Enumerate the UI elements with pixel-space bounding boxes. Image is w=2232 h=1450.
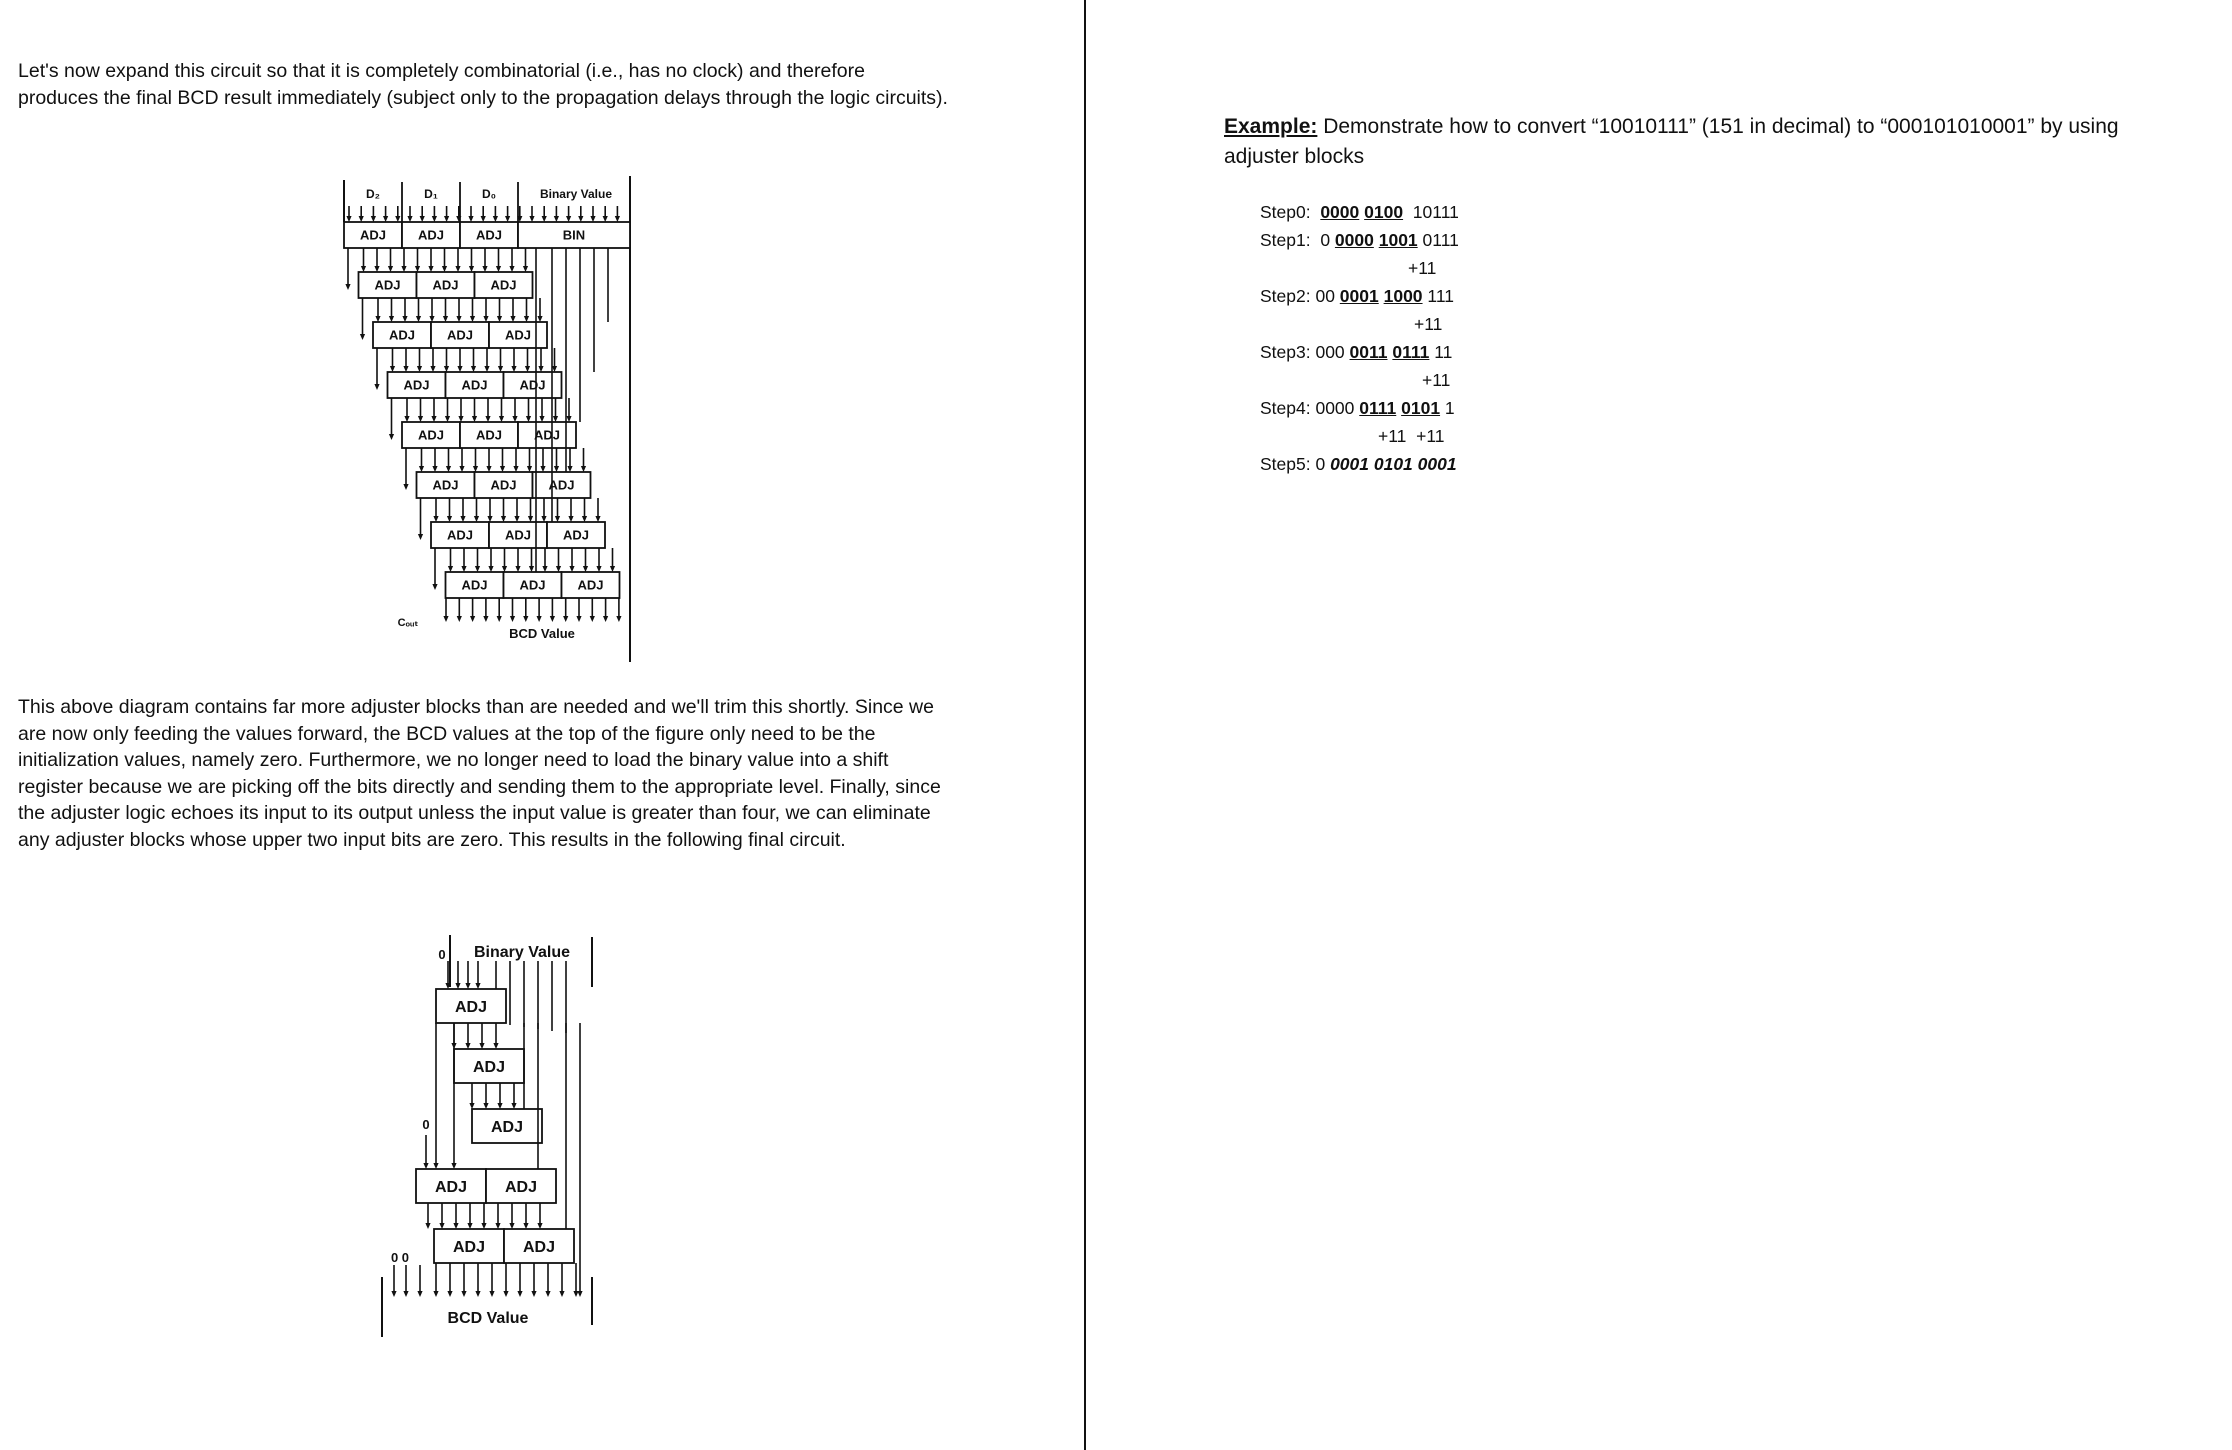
adj-row7-input-arrow-6-head [514, 516, 519, 522]
carry-out-arrow-row7-head [418, 534, 423, 540]
bcd2-output-arrow-2-head [461, 1291, 466, 1297]
conversion-steps [1260, 198, 1459, 478]
step-1-add: +11 [1408, 258, 1437, 278]
adj2-row3-arrow-2-head [497, 1103, 502, 1109]
bypass-arrow-1-head [451, 1163, 456, 1169]
double-zero-label: 0 0 [390, 1250, 410, 1265]
adj2-box-1-label: ADJ [454, 998, 488, 1016]
bypass-arrow-0-head [433, 1163, 438, 1169]
adj-row7-input-arrow-5-head [501, 516, 506, 522]
bcd2-output-arrow-0-head [433, 1291, 438, 1297]
bcd2-output-arrow-3-head [475, 1291, 480, 1297]
header-label-1: D₁ [424, 187, 438, 201]
carry-out-arrow-row6-head [403, 484, 408, 490]
step-2-add: +11 [1414, 314, 1443, 334]
cout-label: Cₒᵤₜ [397, 617, 419, 629]
adj-row4-box-0-label: ADJ [403, 377, 430, 393]
header-label-0: D₂ [366, 187, 380, 201]
bcd-output-arrow-1-head [457, 616, 462, 622]
adj-row3-box-1-label: ADJ [446, 327, 474, 343]
trimmed-adjuster-circuit-diagram [370, 925, 610, 1345]
adj-row8-input-arrow-8-head [556, 566, 561, 572]
bcd-output-arrow-12-head [603, 616, 608, 622]
adj-row7-input-arrow-9-head [555, 516, 560, 522]
step-3-add: +11 [1422, 370, 1451, 390]
step-3: Step3: 000 0011 0111 11 [1260, 342, 1453, 362]
adj-row4-box-2-label: ADJ [519, 377, 546, 393]
adj2-row3-arrow-0-head [469, 1103, 474, 1109]
step-4-add: +11 +11 [1378, 426, 1445, 446]
adj2-row5-arrow-5-head [495, 1223, 500, 1229]
adj2-box-4a-label: ADJ [434, 1178, 468, 1196]
adj-row7-input-arrow-8-head [541, 516, 546, 522]
adj-row8-input-arrow-9-head [569, 566, 574, 572]
bcd2-output-arrow-1-head [447, 1291, 452, 1297]
bcd2-output-arrow-9-head [559, 1291, 564, 1297]
adj-row7-box-2-label: ADJ [562, 527, 590, 543]
adj2-box-2-label: ADJ [472, 1058, 506, 1076]
bcd-output-arrow-6-head [523, 616, 528, 622]
adj2-box-5a-label: ADJ [452, 1238, 486, 1256]
step-2: Step2: 00 0001 1000 111 [1260, 286, 1455, 306]
adj-row8-input-arrow-3-head [488, 566, 493, 572]
bcd2-output-arrow-4-head [489, 1291, 494, 1297]
bottom-zero-arrow-2-head [417, 1291, 422, 1297]
adj-row4-box-1-label: ADJ [461, 377, 488, 393]
adj2-row5-arrow-1-head [439, 1223, 444, 1229]
carry-out-arrow-row4-head [374, 384, 379, 390]
example-label: Example: [1224, 115, 1318, 138]
bcd-value-label: BCD Value [509, 626, 575, 641]
adj-row7-input-arrow-3-head [474, 516, 479, 522]
adj-row2-box-0-label: ADJ [374, 277, 401, 293]
bcd-output-arrow-8-head [550, 616, 555, 622]
adj2-row3-arrow-3-head [511, 1103, 516, 1109]
adj2-row5-arrow-6-head [509, 1223, 514, 1229]
example-heading [1224, 112, 2184, 172]
full-adjuster-circuit-diagram [330, 170, 650, 670]
adj-row1-box-1-label: ADJ [417, 227, 445, 243]
binary-value-label-2: Binary Value [473, 944, 571, 961]
intro-paragraph: Let's now expand this circuit so that it is completely combinatorial (i.e., has no clock) and therefore produces the final BCD result immediately (subject only to the propagation delays through the logic circuits). [18, 60, 948, 109]
bcd-value-label-2: BCD Value [447, 1310, 529, 1327]
bcd-output-arrow-5-head [510, 616, 515, 622]
adj2-row5-arrow-2-head [453, 1223, 458, 1229]
adj-row8-input-arrow-4-head [502, 566, 507, 572]
step-1: Step1: 0 0000 1001 0111 [1260, 230, 1459, 250]
adj-row8-box-1-label: ADJ [519, 577, 546, 593]
bcd-output-arrow-4-head [497, 616, 502, 622]
bcd-output-arrow-7-head [537, 616, 542, 622]
adj-row1-box-2-label: ADJ [475, 227, 503, 243]
bcd2-output-arrow-5-head [503, 1291, 508, 1297]
top-input-arrow-2-2-head [465, 983, 470, 989]
adj-row7-input-arrow-10-head [568, 516, 573, 522]
bcd-output-arrow-9-head [563, 616, 568, 622]
adj-row8-box-0-label: ADJ [461, 577, 488, 593]
top-input-arrow-2-1-head [455, 983, 460, 989]
adj-row6-box-0-label: ADJ [432, 477, 459, 493]
carry-out-arrow-row5-head [389, 434, 394, 440]
adj-row8-input-arrow-12-head [610, 566, 615, 572]
bcd2-output-arrow-6-head [517, 1291, 522, 1297]
adj-row8-input-arrow-6-head [529, 566, 534, 572]
adj2-box-5b-label: ADJ [522, 1238, 556, 1256]
adj2-box-4b-label: ADJ [504, 1178, 538, 1196]
adj2-row3-arrow-1-head [483, 1103, 488, 1109]
bcd-output-arrow-13-head [616, 616, 621, 622]
adj-row1-box-0-label: ADJ [359, 227, 387, 243]
bcd-output-arrow-0-head [443, 616, 448, 622]
bcd2-output-arrow-8-head [545, 1291, 550, 1297]
bottom-zero-arrow-1-head [403, 1291, 408, 1297]
adj-row5-box-1-label: ADJ [475, 427, 503, 443]
adj-row5-box-2-label: ADJ [533, 427, 561, 443]
adj-row3-box-0-label: ADJ [388, 327, 416, 343]
adj-row7-input-arrow-4-head [487, 516, 492, 522]
adj2-row5-arrow-0-head [425, 1223, 430, 1229]
zero-label-mid: 0 [422, 1117, 430, 1132]
bcd2-output-arrow-7-head [531, 1291, 536, 1297]
top-input-arrow-2-3-head [475, 983, 480, 989]
bottom-zero-arrow-0-head [391, 1291, 396, 1297]
header-label-2: D₀ [481, 187, 497, 201]
adj-row6-box-1-label: ADJ [490, 477, 517, 493]
step-0: Step0: 0000 0100 10111 [1260, 202, 1459, 222]
adj-row7-input-arrow-1-head [447, 516, 452, 522]
example-text: Demonstrate how to convert “10010111” (151 in decimal) to “000101010001” by using adjuster blocks [1224, 115, 2119, 168]
adj-row2-box-2-label: ADJ [490, 277, 517, 293]
carry-out-arrow-row2-head [345, 284, 350, 290]
adj2-row5-arrow-3-head [467, 1223, 472, 1229]
bcd-output-arrow-11-head [590, 616, 595, 622]
adj-row7-input-arrow-11-head [582, 516, 587, 522]
trim-paragraph: This above diagram contains far more adjuster blocks than are needed and we'll trim this shortly. Since we are now only feeding the values forward, the BCD values at the top of the figure only need to be the initialization values, namely zero. Furthermore, we no longer need to load the binary value into a shift register because we are picking off the bits directly and sending them to the appropriate level. Finally, since the adjuster logic echoes its input to its output unless the input value is greater than four, we can eliminate any adjuster blocks whose upper two input bits are zero. This results in the following final circuit. [18, 696, 941, 851]
adj-row6-box-2-label: ADJ [548, 477, 575, 493]
carry-out-arrow-row8-head [432, 584, 437, 590]
adj-row7-box-1-label: ADJ [504, 527, 532, 543]
adj2-row5-arrow-8-head [537, 1223, 542, 1229]
adj-row8-input-arrow-10-head [583, 566, 588, 572]
adj-row8-input-arrow-7-head [542, 566, 547, 572]
step-4: Step4: 0000 0111 0101 1 [1260, 398, 1455, 418]
adj-row8-input-arrow-2-head [475, 566, 480, 572]
adj-row3-box-2-label: ADJ [504, 327, 532, 343]
adj-row7-input-arrow-7-head [528, 516, 533, 522]
adj-row7-box-0-label: ADJ [446, 527, 474, 543]
binary-value-label: Binary Value [539, 187, 613, 201]
step-5: Step5: 0 0001 0101 0001 [1260, 454, 1457, 474]
bcd2-output-arrow-last-head [577, 1291, 582, 1297]
adj2-row5-arrow-7-head [523, 1223, 528, 1229]
adj-row7-input-arrow-2-head [460, 516, 465, 522]
page-divider [1084, 0, 1086, 1450]
carry-out-arrow-row3-head [360, 334, 365, 340]
adj-row8-input-arrow-1-head [461, 566, 466, 572]
bcd-output-arrow-2-head [470, 616, 475, 622]
adj-row8-box-2-label: ADJ [577, 577, 604, 593]
bcd-output-arrow-3-head [483, 616, 488, 622]
adj2-row2-arrow-1-head [465, 1043, 470, 1049]
bin-box-label: BIN [562, 227, 586, 243]
zero-label-top: 0 [438, 947, 446, 962]
adj-row2-box-1-label: ADJ [432, 277, 459, 293]
adj2-row5-arrow-4-head [481, 1223, 486, 1229]
adj-row7-input-arrow-12-head [595, 516, 600, 522]
adj-row5-box-0-label: ADJ [417, 427, 445, 443]
adj-row7-input-arrow-0-head [433, 516, 438, 522]
adj2-box-3-label: ADJ [490, 1118, 524, 1136]
adj-row8-input-arrow-5-head [515, 566, 520, 572]
adj-row8-input-arrow-0-head [448, 566, 453, 572]
adj-row8-input-arrow-11-head [596, 566, 601, 572]
bcd-output-arrow-10-head [576, 616, 581, 622]
zero-input-arrow-head [423, 1163, 428, 1169]
adj2-row2-arrow-2-head [479, 1043, 484, 1049]
adj2-row2-arrow-3-head [493, 1043, 498, 1049]
